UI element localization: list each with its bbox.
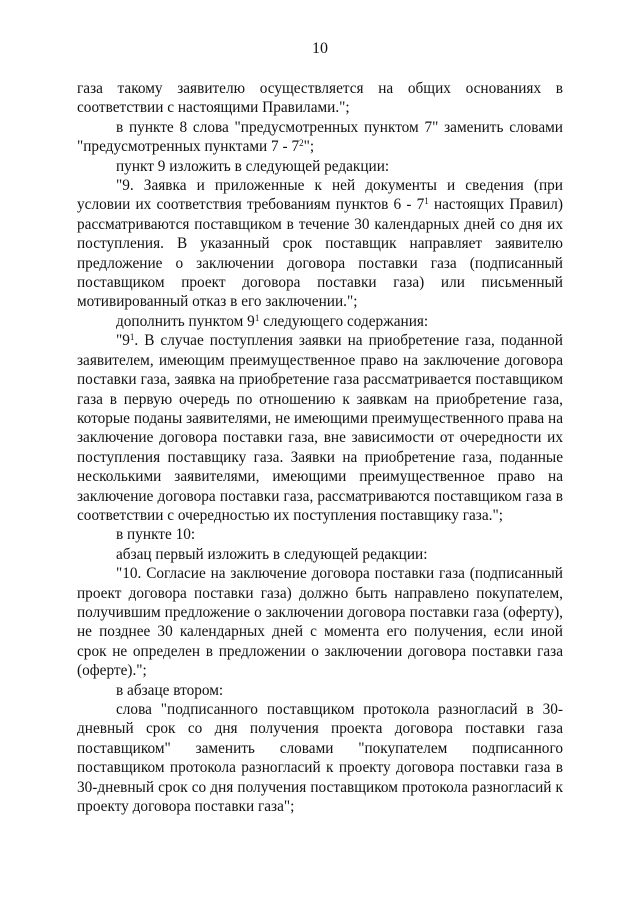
- paragraph-item-10-text: "10. Согласие на заключение договора поставки газа (подписанный проект договора поставки газа) должно быть направлено покупателем, получившим предложение о заключении договора поставки газа (оферту), не позднее 30 календарных дней с момента его получения, если иной срок не определен в предложении о заключении договора поставки газа (оферте).";: [77, 565, 563, 680]
- paragraph-item-9-intro: пункт 9 изложить в следующей редакции:: [116, 157, 390, 175]
- paragraph-item-10-words-replacement: слова "подписанного поставщиком протокола разногласий в 30-дневный срок со дня получения проекта договора поставки газа поставщиком" заменить словами "покупателем подписанного поставщиком протокола разногласий к проекту договора поставки газа в 30-дневный срок со дня получения поставщиком протокола разногласий к проекту договора поставки газа";: [77, 701, 563, 816]
- paragraph-item-10-second-abzac: в абзаце втором:: [116, 681, 224, 699]
- superscript: 1: [424, 196, 429, 207]
- paragraph-continuation: газа такому заявителю осуществляется на общих основаниях в соответствии с настоящими Правилами.";: [77, 80, 563, 117]
- document-body: [77, 79, 563, 816]
- paragraph-item-9-1-intro: дополнить пунктом $9^1$ следующего содержания:: [116, 312, 429, 330]
- paragraph-item-9-text: "9. Заявка и приложенные к ней документы и сведения (при условии их соответствия требованиям пунктов $6 - 7^1$ настоящих Правил) рассматриваются поставщиком в течение 30 календарных дней со дня их поступления. В указанный срок поставщик направляет заявителю предложение о заключении договора поставки газа (подписанный поставщиком проект договора поставки газа) или письменный мотивированный отказ в его заключении.";: [77, 177, 564, 311]
- paragraph-item-10-intro: в пункте 10:: [116, 526, 196, 544]
- superscript: 2: [299, 138, 304, 149]
- superscript: 1: [129, 332, 135, 343]
- paragraph-item-10-first-abzac: абзац первый изложить в следующей редакции:: [116, 545, 428, 563]
- paragraph-item-9-1-text: "$9^1$. В случае поступления заявки на приобретение газа, поданной заявителем, имеющим преимущественное право на заключение договора поставки газа, заявка на приобретение газа рассматривается поставщиком газа в первую очередь по отношению к заявкам на приобретение газа, которые поданы заявителями, не имеющими преимущественного права на заключение договора поставки газа, вне зависимости от очередности их поступления поставщику газа. Заявки на приобретение газа, поданные несколькими заявителями, имеющими преимущественное право на заключение договора поставки газа, рассматриваются поставщиком газа в соответствии с очередностью их поступления поставщику газа.";: [77, 332, 563, 524]
- paragraph-item-8-amendment: в пункте 8 слова "предусмотренных пунктом 7" заменить словами "предусмотренных пунктами $7 - 7^2$";: [77, 118, 563, 156]
- superscript: 1: [254, 312, 260, 323]
- page-number: 10: [312, 40, 328, 57]
